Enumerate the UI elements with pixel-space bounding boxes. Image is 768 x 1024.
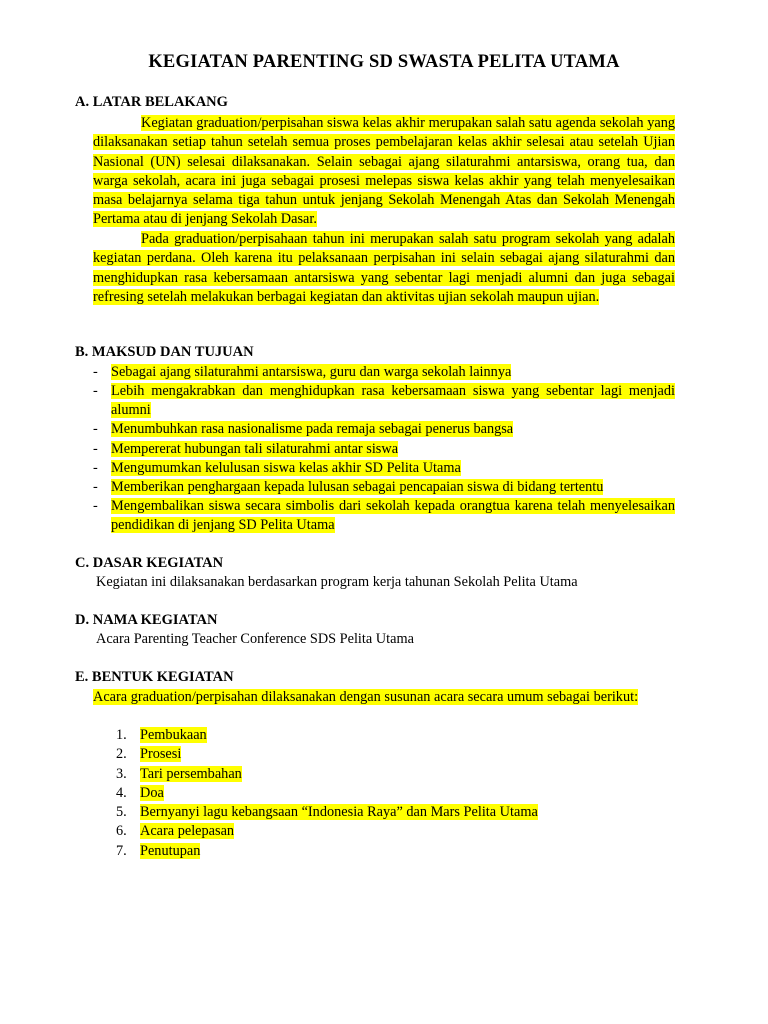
- section-a-heading: A. LATAR BELAKANG: [75, 94, 228, 110]
- list-item-text: Sebagai ajang silaturahmi antarsiswa, guru dan warga sekolah lainnya: [111, 364, 512, 380]
- highlighted-text: Pada graduation/perpisahaan tahun ini merupakan salah satu program sekolah yang adalah kegiatan perdana. Oleh karena itu pelaksanaan perpisahan ini selain sebagai ajang silaturahmi dan menghidupkan rasa kebersamaan antarsiswa yang sebentar lagi menjadi alumni dan juga sebagai refresing setelah melakukan berbagai kegiatan dan aktivitas ujian sekolah maupun ujian.: [93, 231, 675, 305]
- list-item-text: Lebih mengakrabkan dan menghidupkan rasa kebersamaan siswa yang sebentar lagi menjadi alumni: [111, 383, 675, 419]
- list-item: 5. Bernyanyi lagu kebangsaan “Indonesia Raya” dan Mars Pelita Utama: [116, 804, 538, 820]
- list-item: 3. Tari persembahan: [116, 766, 242, 782]
- list-item: 2. Prosesi: [116, 746, 182, 762]
- section-e-intro: [93, 688, 675, 707]
- list-item: 6. Acara pelepasan: [116, 823, 235, 839]
- section-d-heading: D. NAMA KEGIATAN: [75, 612, 218, 628]
- list-item-text: Tari persembahan: [140, 766, 242, 782]
- list-item: - Mengembalikan siswa secara simbolis dari sekolah kepada orangtua karena telah menyelesaikan pendidikan di jenjang SD Pelita Utama: [93, 498, 675, 534]
- list-item-text: Acara pelepasan: [140, 823, 235, 839]
- list-item-text: Doa: [140, 785, 164, 801]
- section-c-text: Kegiatan ini dilaksanakan berdasarkan program kerja tahunan Sekolah Pelita Utama: [96, 574, 578, 590]
- list-item: 7. Penutupan: [116, 843, 201, 859]
- section-b-heading: B. MAKSUD DAN TUJUAN: [75, 344, 254, 360]
- list-item: 1. Pembukaan: [116, 727, 207, 743]
- highlighted-text: Kegiatan graduation/perpisahan siswa kelas akhir merupakan salah satu agenda sekolah yang dilaksanakan setiap tahun setelah semua proses pembelajaran kelas akhir selesai atau setelah Ujian Nasional (UN) selesai dilaksanakan. Selain sebagai ajang silaturahmi antarsiswa, orang tua, dan warga sekolah, acara ini juga sebagai prosesi melepas siswa kelas akhir yang telah menyelesaikan masa belajarnya selama tiga tahun untuk jenjang Sekolah Menengah Atas dan Sekolah Menengah Pertama atau di jenjang Sekolah Dasar.: [93, 115, 675, 228]
- list-item-text: Prosesi: [140, 746, 182, 762]
- list-item: - Mengumumkan kelulusan siswa kelas akhir SD Pelita Utama: [93, 460, 461, 476]
- list-item: - Lebih mengakrabkan dan menghidupkan rasa kebersamaan siswa yang sebentar lagi menjadi alumni: [93, 383, 675, 419]
- section-e-heading: E. BENTUK KEGIATAN: [75, 669, 234, 685]
- list-item: - Mempererat hubungan tali silaturahmi antar siswa: [93, 441, 399, 457]
- section-c-heading: C. DASAR KEGIATAN: [75, 555, 224, 571]
- section-a-paragraph-1: [93, 114, 675, 230]
- list-item-text: Bernyanyi lagu kebangsaan “Indonesia Raya” dan Mars Pelita Utama: [140, 804, 538, 820]
- section-d-text: Acara Parenting Teacher Conference SDS Pelita Utama: [96, 631, 414, 647]
- list-item-text: Memberikan penghargaan kepada lulusan sebagai pencapaian siswa di bidang tertentu: [111, 479, 604, 495]
- list-item-text: Penutupan: [140, 843, 201, 859]
- list-item-text: Mengumumkan kelulusan siswa kelas akhir SD Pelita Utama: [111, 460, 461, 476]
- list-item: - Menumbuhkan rasa nasionalisme pada remaja sebagai penerus bangsa: [93, 421, 514, 437]
- list-item-text: Menumbuhkan rasa nasionalisme pada remaja sebagai penerus bangsa: [111, 421, 514, 437]
- list-item: 4. Doa: [116, 785, 164, 801]
- list-item-text: Pembukaan: [140, 727, 207, 743]
- list-item-text: Mengembalikan siswa secara simbolis dari sekolah kepada orangtua karena telah menyelesaikan pendidikan di jenjang SD Pelita Utama: [111, 498, 675, 534]
- list-item: - Memberikan penghargaan kepada lulusan sebagai pencapaian siswa di bidang tertentu: [93, 479, 604, 495]
- section-a-paragraph-2: [93, 230, 675, 307]
- list-item-text: Mempererat hubungan tali silaturahmi antar siswa: [111, 441, 399, 457]
- document-title: KEGIATAN PARENTING SD SWASTA PELITA UTAMA: [148, 52, 620, 72]
- highlighted-text: Acara graduation/perpisahan dilaksanakan dengan susunan acara secara umum sebagai berikut:: [93, 689, 639, 705]
- list-item: - Sebagai ajang silaturahmi antarsiswa, guru dan warga sekolah lainnya: [93, 364, 512, 380]
